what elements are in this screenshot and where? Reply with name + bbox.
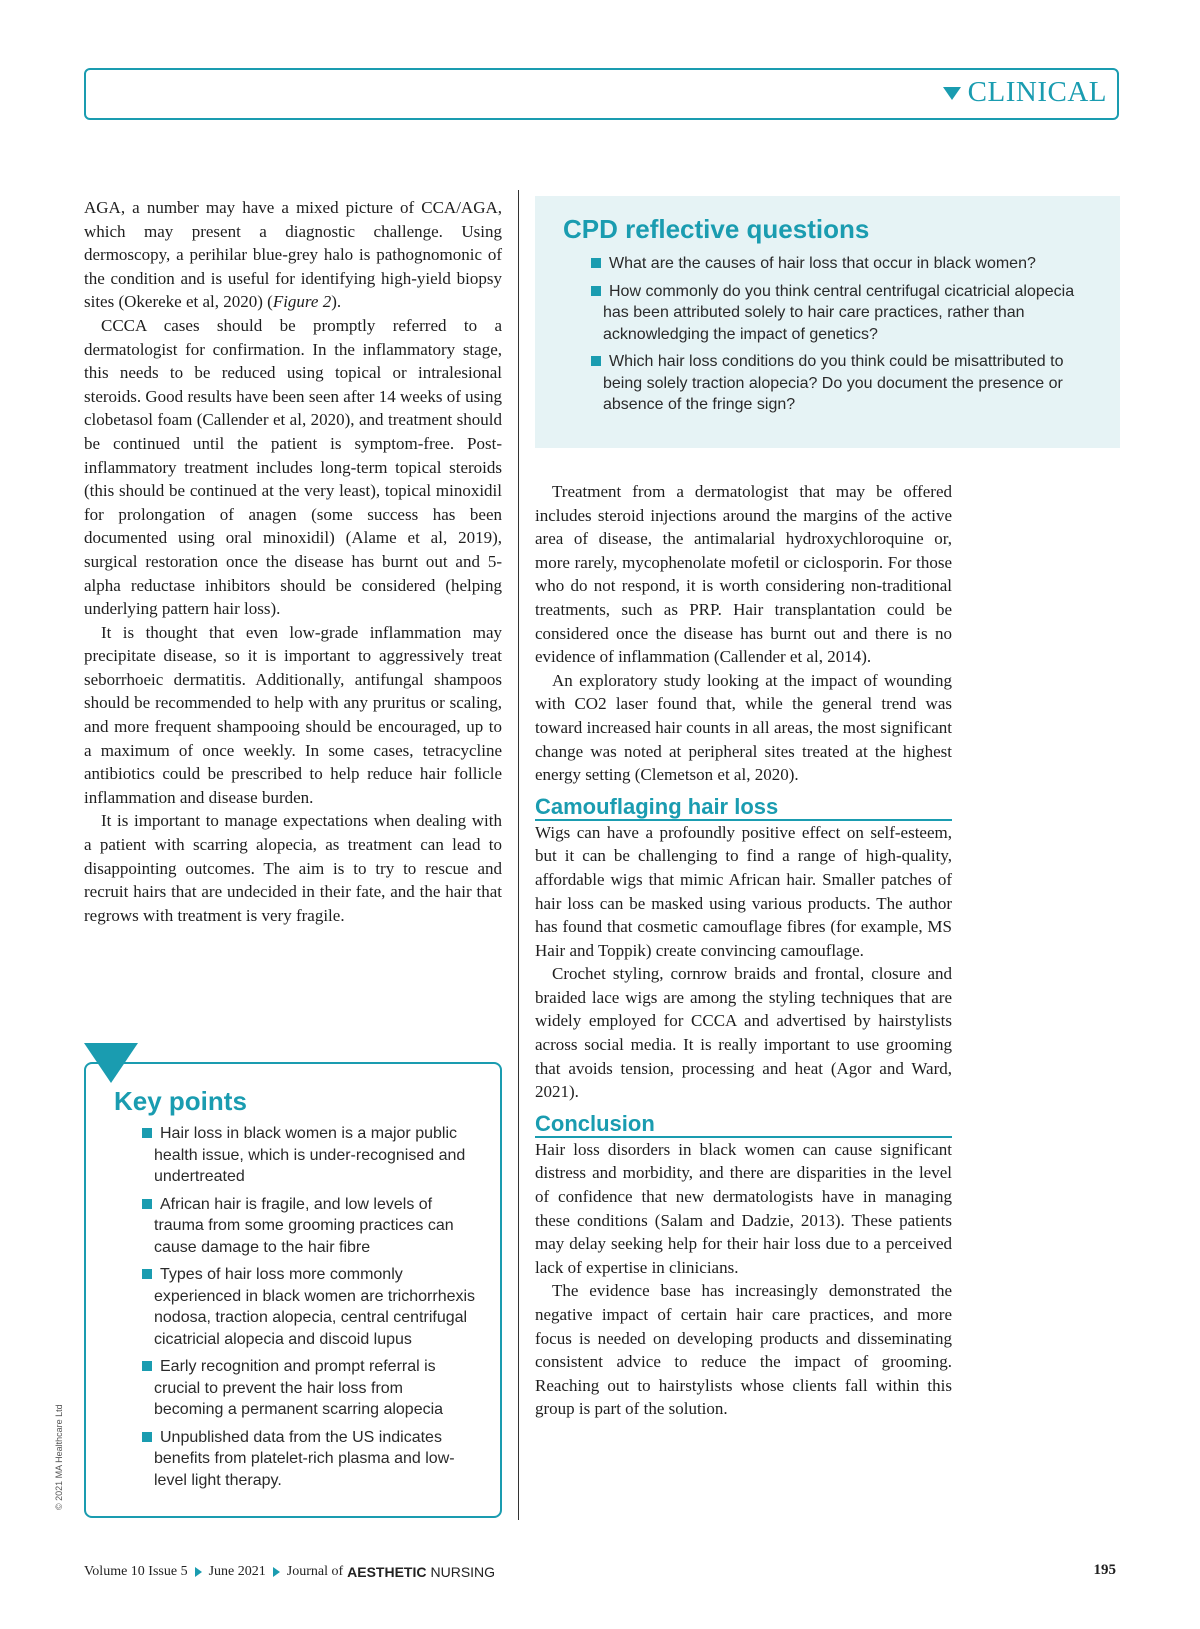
arrow-right-icon: [273, 1567, 280, 1577]
arrow-right-icon: [195, 1567, 202, 1577]
footer: [84, 1564, 495, 1580]
figure-reference: Figure 2: [272, 292, 332, 312]
column-divider: [518, 190, 519, 1520]
list-item: [126, 1356, 476, 1421]
right-column: [535, 480, 952, 1421]
list-item-text: Hair loss in black women is a major public health issue, which is under-recognised and undertreated: [154, 1125, 466, 1185]
list-item: [575, 281, 1092, 346]
footer-date: June 2021: [208, 1564, 266, 1579]
page-number: 195: [1093, 1562, 1116, 1578]
list-item-text: African hair is fragile, and low levels of trauma from some grooming practices can cause damage to the hair fibre: [154, 1195, 454, 1256]
square-bullet-icon: [142, 1432, 152, 1442]
copyright-notice: © 2021 MA Healthcare Ltd: [54, 1404, 64, 1510]
paragraph: It is important to manage expectations when dealing with a patient with scarring alopecia, as treatment can lead to disappointing outcomes. The aim is to try to rescue and recruit hairs that are undecided in their fate, and the hair that regrows with treatment is very fragile.: [84, 811, 502, 925]
cpd-questions-box: [535, 196, 1120, 448]
key-points-arrow-icon: [84, 1043, 138, 1083]
paragraph-text: AGA, a number may have a mixed picture of CCA/AGA, which may present a diagnostic challenge. Using dermoscopy, a perihilar blue-grey halo is pathognomonic of the condition and is useful for identifying high-yield biopsy sites (Okereke et al, 2020) (: [84, 198, 502, 312]
footer-journal-prefix: Journal of: [286, 1564, 344, 1579]
list-item: [575, 351, 1092, 416]
list-item-text: Early recognition and prompt referral is crucial to prevent the hair loss from becoming a permanent scarring alopecia: [154, 1358, 444, 1418]
paragraph: [84, 196, 502, 314]
square-bullet-icon: [142, 1199, 152, 1209]
list-item: [126, 1427, 476, 1492]
key-points-list: [114, 1123, 476, 1491]
section-heading: Camouflaging hair loss: [535, 795, 952, 821]
cpd-list: [563, 253, 1092, 416]
footer-journal-suffix: NURSING: [430, 1564, 496, 1580]
section-name: CLINICAL: [967, 76, 1107, 108]
list-item-text: Unpublished data from the US indicates benefits from platelet-rich plasma and low-level light therapy.: [154, 1428, 455, 1489]
square-bullet-icon: [142, 1361, 152, 1371]
paragraph: Hair loss disorders in black women can cause significant distress and morbidity, and there are disparities in the level of confidence that new dermatologists have in managing these conditions (Salam and Dadzie, 2013). These patients may delay seeking help for their hair loss due to a perceived lack of expertise in clinicians.: [535, 1139, 952, 1277]
list-item: [126, 1194, 476, 1259]
paragraph-text: ).: [331, 292, 342, 312]
list-item-text: Types of hair loss more commonly experienced in black women are trichorrhexis nodosa, traction alopecia, central centrifugal cicatricial alopecia and discoid lupus: [154, 1266, 476, 1348]
paragraph: An exploratory study looking at the impact of wounding with CO2 laser found that, while the general trend was toward increased hair counts in all areas, the most significant change was noted at peripheral sites treated at the highest energy setting (Clemetson et al, 2020).: [535, 670, 952, 785]
list-item-text: Which hair loss conditions do you think could be misattributed to being solely traction alopecia? Do you document the presence or absence of the fringe sign?: [603, 353, 1064, 413]
section-header: [84, 68, 1119, 120]
square-bullet-icon: [142, 1128, 152, 1138]
square-bullet-icon: [591, 356, 601, 366]
section-label: [943, 76, 1107, 109]
list-item-text: How commonly do you think central centrifugal cicatricial alopecia has been attributed solely to hair care practices, rather than acknowledging the impact of genetics?: [603, 282, 1075, 343]
key-points-box: [84, 1062, 502, 1518]
square-bullet-icon: [591, 258, 601, 268]
cpd-title: CPD reflective questions: [563, 214, 870, 244]
footer-journal-bold: AESTHETIC: [347, 1564, 427, 1580]
left-column: [84, 196, 502, 927]
list-item: [575, 253, 1092, 275]
list-item-text: What are the causes of hair loss that occur in black women?: [609, 255, 1036, 272]
section-heading: Conclusion: [535, 1112, 952, 1138]
paragraph: Crochet styling, cornrow braids and frontal, closure and braided lace wigs are among the styling techniques that are widely employed for CCCA and advertised by hairstylists across social media. It is really important to use grooming that avoids tension, processing and heat (Agor and Ward, 2021).: [535, 964, 952, 1102]
square-bullet-icon: [591, 286, 601, 296]
triangle-down-icon: [943, 87, 961, 100]
paragraph: It is thought that even low-grade inflammation may precipitate disease, so it is important to aggressively treat seborrhoeic dermatitis. Additionally, antifungal shampoos should be recommended to help with any pruritus or scaling, and more frequent shampooing should be encouraged, up to a maximum of once weekly. In some cases, tetracycline antibiotics could be prescribed to help reduce hair follicle inflammation and disease burden.: [84, 622, 502, 807]
key-points-title: Key points: [114, 1086, 247, 1116]
square-bullet-icon: [142, 1269, 152, 1279]
paragraph: The evidence base has increasingly demonstrated the negative impact of certain hair care practices, and more focus is needed on developing products and disseminating consistent advice to reduce the impact of grooming. Reaching out to hairstylists whose clients fall within this group is part of the solution.: [535, 1281, 952, 1419]
paragraph: Wigs can have a profoundly positive effect on self-esteem, but it can be challenging to find a range of high-quality, affordable wigs that mimic African hair. Smaller patches of hair loss can be masked using various products. The author has found that cosmetic camouflage fibres (for example, MS Hair and Toppik) create convincing camouflage.: [535, 822, 952, 960]
footer-volume: Volume 10 Issue 5: [84, 1564, 188, 1579]
list-item: [126, 1264, 476, 1350]
paragraph: Treatment from a dermatologist that may be offered includes steroid injections around the margins of the active area of disease, the antimalarial hydroxychloroquine or, more rarely, mycophenolate mofetil or ciclosporin. For those who do not respond, it is worth considering non-traditional treatments, such as PRP. Hair transplantation could be considered once the disease has burnt out and there is no evidence of inflammation (Callender et al, 2014).: [535, 482, 952, 667]
paragraph: CCCA cases should be promptly referred to a dermatologist for confirmation. In the inflammatory stage, this needs to be reduced using topical or intralesional steroids. Good results have been seen after 14 weeks of using clobetasol foam (Callender et al, 2020), and treatment should be continued until the patient is symptom-free. Post-inflammatory treatment includes long-term topical steroids (this should be continued at the very least), topical minoxidil for prolongation of anagen (some success has been documented using oral minoxidil) (Alame et al, 2019), surgical restoration once the disease has burnt out and 5-alpha reductase inhibitors should be considered (helping underlying pattern hair loss).: [84, 315, 502, 619]
list-item: [126, 1123, 476, 1188]
